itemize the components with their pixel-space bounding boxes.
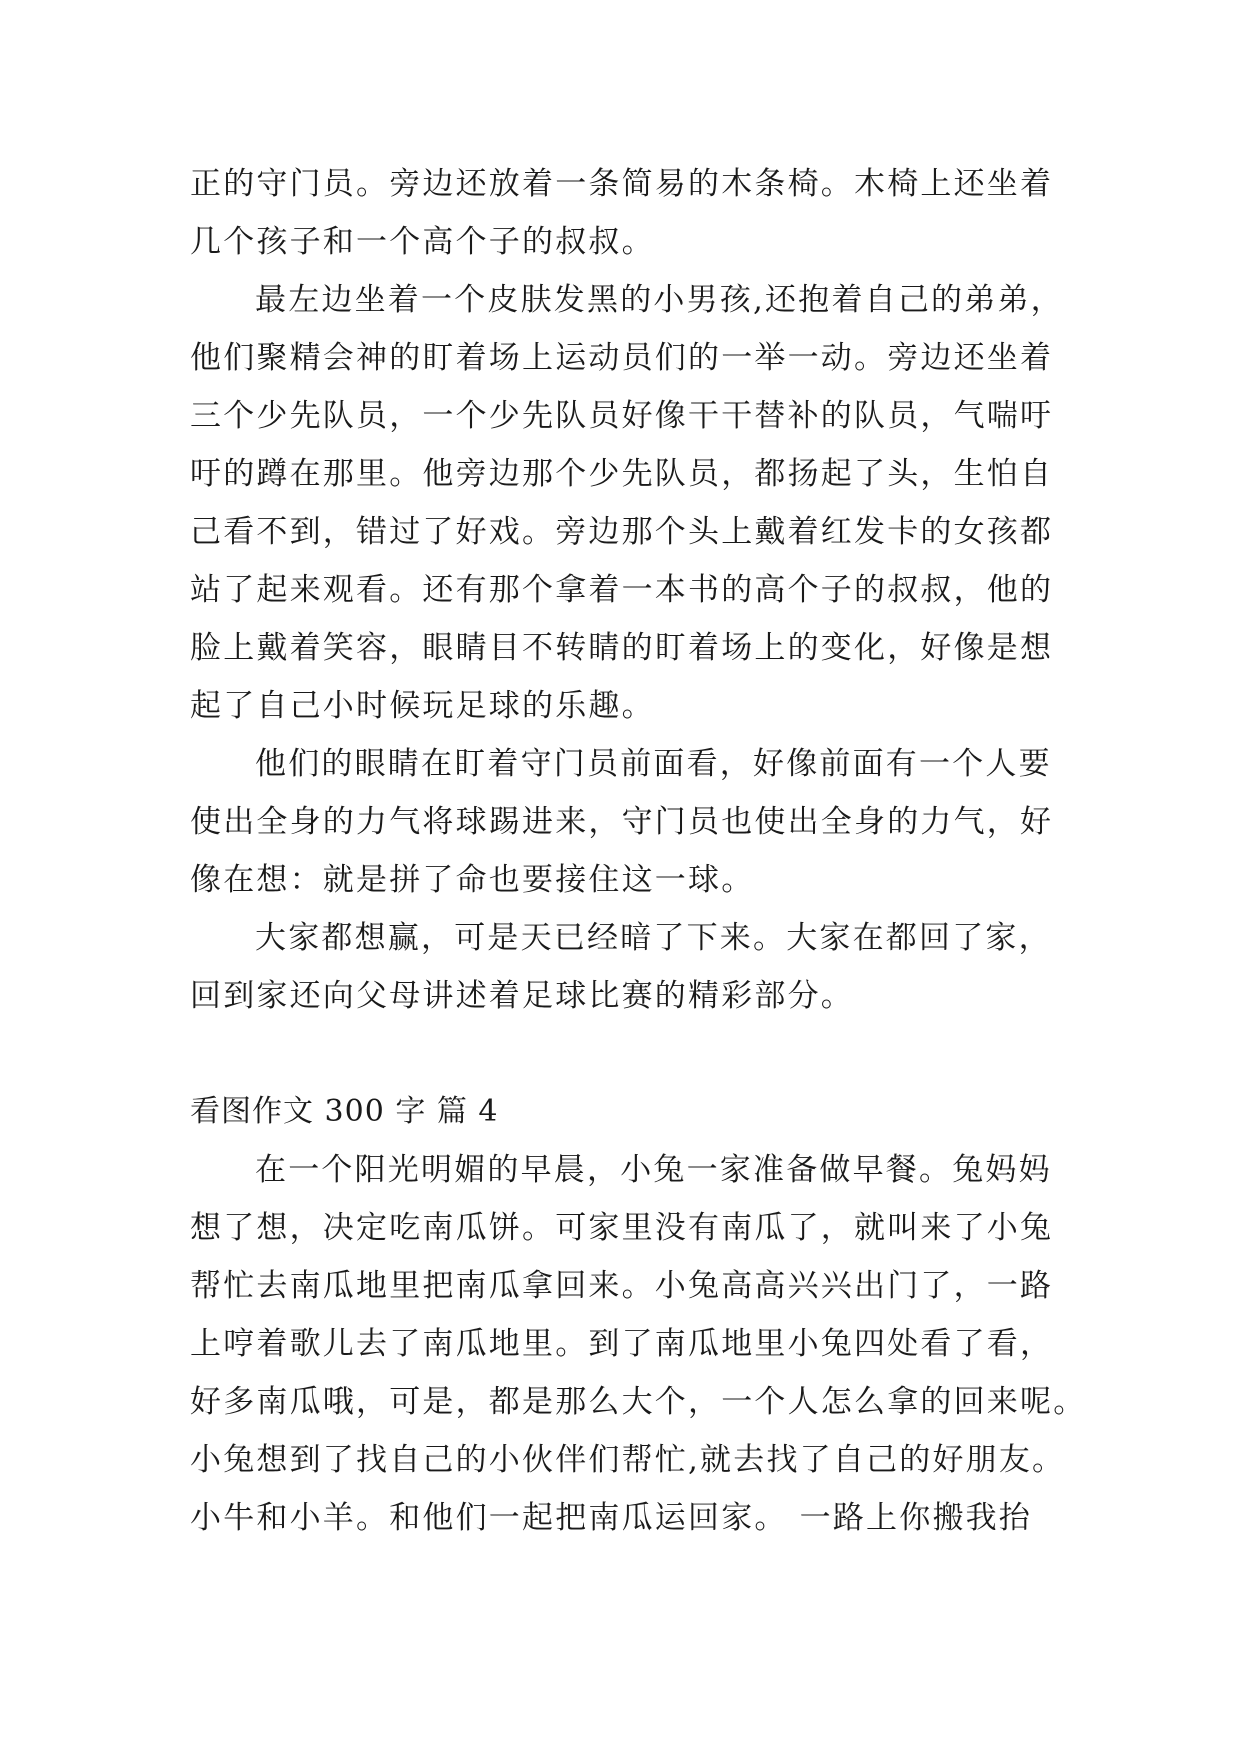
paragraph-line: 正的守门员。旁边还放着一条简易的木条椅。木椅上还坐着 xyxy=(190,166,1054,202)
paragraph-line: 站了起来观看。还有那个拿着一本书的高个子的叔叔，他的 xyxy=(190,572,1054,608)
paragraph-line: 帮忙去南瓜地里把南瓜拿回来。小兔高高兴兴出门了，一路 xyxy=(190,1268,1054,1304)
paragraph-line: 像在想：就是拼了命也要接住这一球。 xyxy=(190,862,755,898)
paragraph-line: 好多南瓜哦，可是，都是那么大个，一个人怎么拿的回来呢。 xyxy=(190,1384,1087,1420)
paragraph-line: 小牛和小羊。和他们一起把南瓜运回家。 一路上你搬我抬 xyxy=(190,1500,1033,1536)
paragraph-line: 最左边坐着一个皮肤发黑的小男孩,还抱着自己的弟弟， xyxy=(255,282,1064,318)
paragraph-line: 在一个阳光明媚的早晨，小兔一家准备做早餐。兔妈妈 xyxy=(255,1152,1052,1188)
paragraph-line: 起了自己小时候玩足球的乐趣。 xyxy=(190,688,655,724)
paragraph-line: 他们聚精会神的盯着场上运动员们的一举一动。旁边还坐着 xyxy=(190,340,1054,376)
paragraph-line: 他们的眼睛在盯着守门员前面看，好像前面有一个人要 xyxy=(255,746,1052,782)
paragraph-line: 三个少先队员，一个少先队员好像干干替补的队员，气喘吁 xyxy=(190,398,1054,434)
paragraph-line: 小兔想到了找自己的小伙伴们帮忙,就去找了自己的好朋友。 xyxy=(190,1442,1066,1478)
paragraph-line: 回到家还向父母讲述着足球比赛的精彩部分。 xyxy=(190,978,854,1014)
paragraph-line: 上哼着歌儿去了南瓜地里。到了南瓜地里小兔四处看了看， xyxy=(190,1326,1054,1362)
paragraph-line: 吁的蹲在那里。他旁边那个少先队员，都扬起了头，生怕自 xyxy=(190,456,1054,492)
paragraph-line: 使出全身的力气将球踢进来，守门员也使出全身的力气，好 xyxy=(190,804,1054,840)
paragraph-line: 想了想，决定吃南瓜饼。可家里没有南瓜了，就叫来了小兔 xyxy=(190,1210,1054,1246)
paragraph-line: 大家都想赢，可是天已经暗了下来。大家在都回了家， xyxy=(255,920,1052,956)
section-heading: 看图作文 300 字 篇 4 xyxy=(190,1094,499,1129)
paragraph-line: 脸上戴着笑容，眼睛目不转睛的盯着场上的变化，好像是想 xyxy=(190,630,1054,666)
paragraph-line: 几个孩子和一个高个子的叔叔。 xyxy=(190,224,655,260)
paragraph-line: 己看不到，错过了好戏。旁边那个头上戴着红发卡的女孩都 xyxy=(190,514,1054,550)
